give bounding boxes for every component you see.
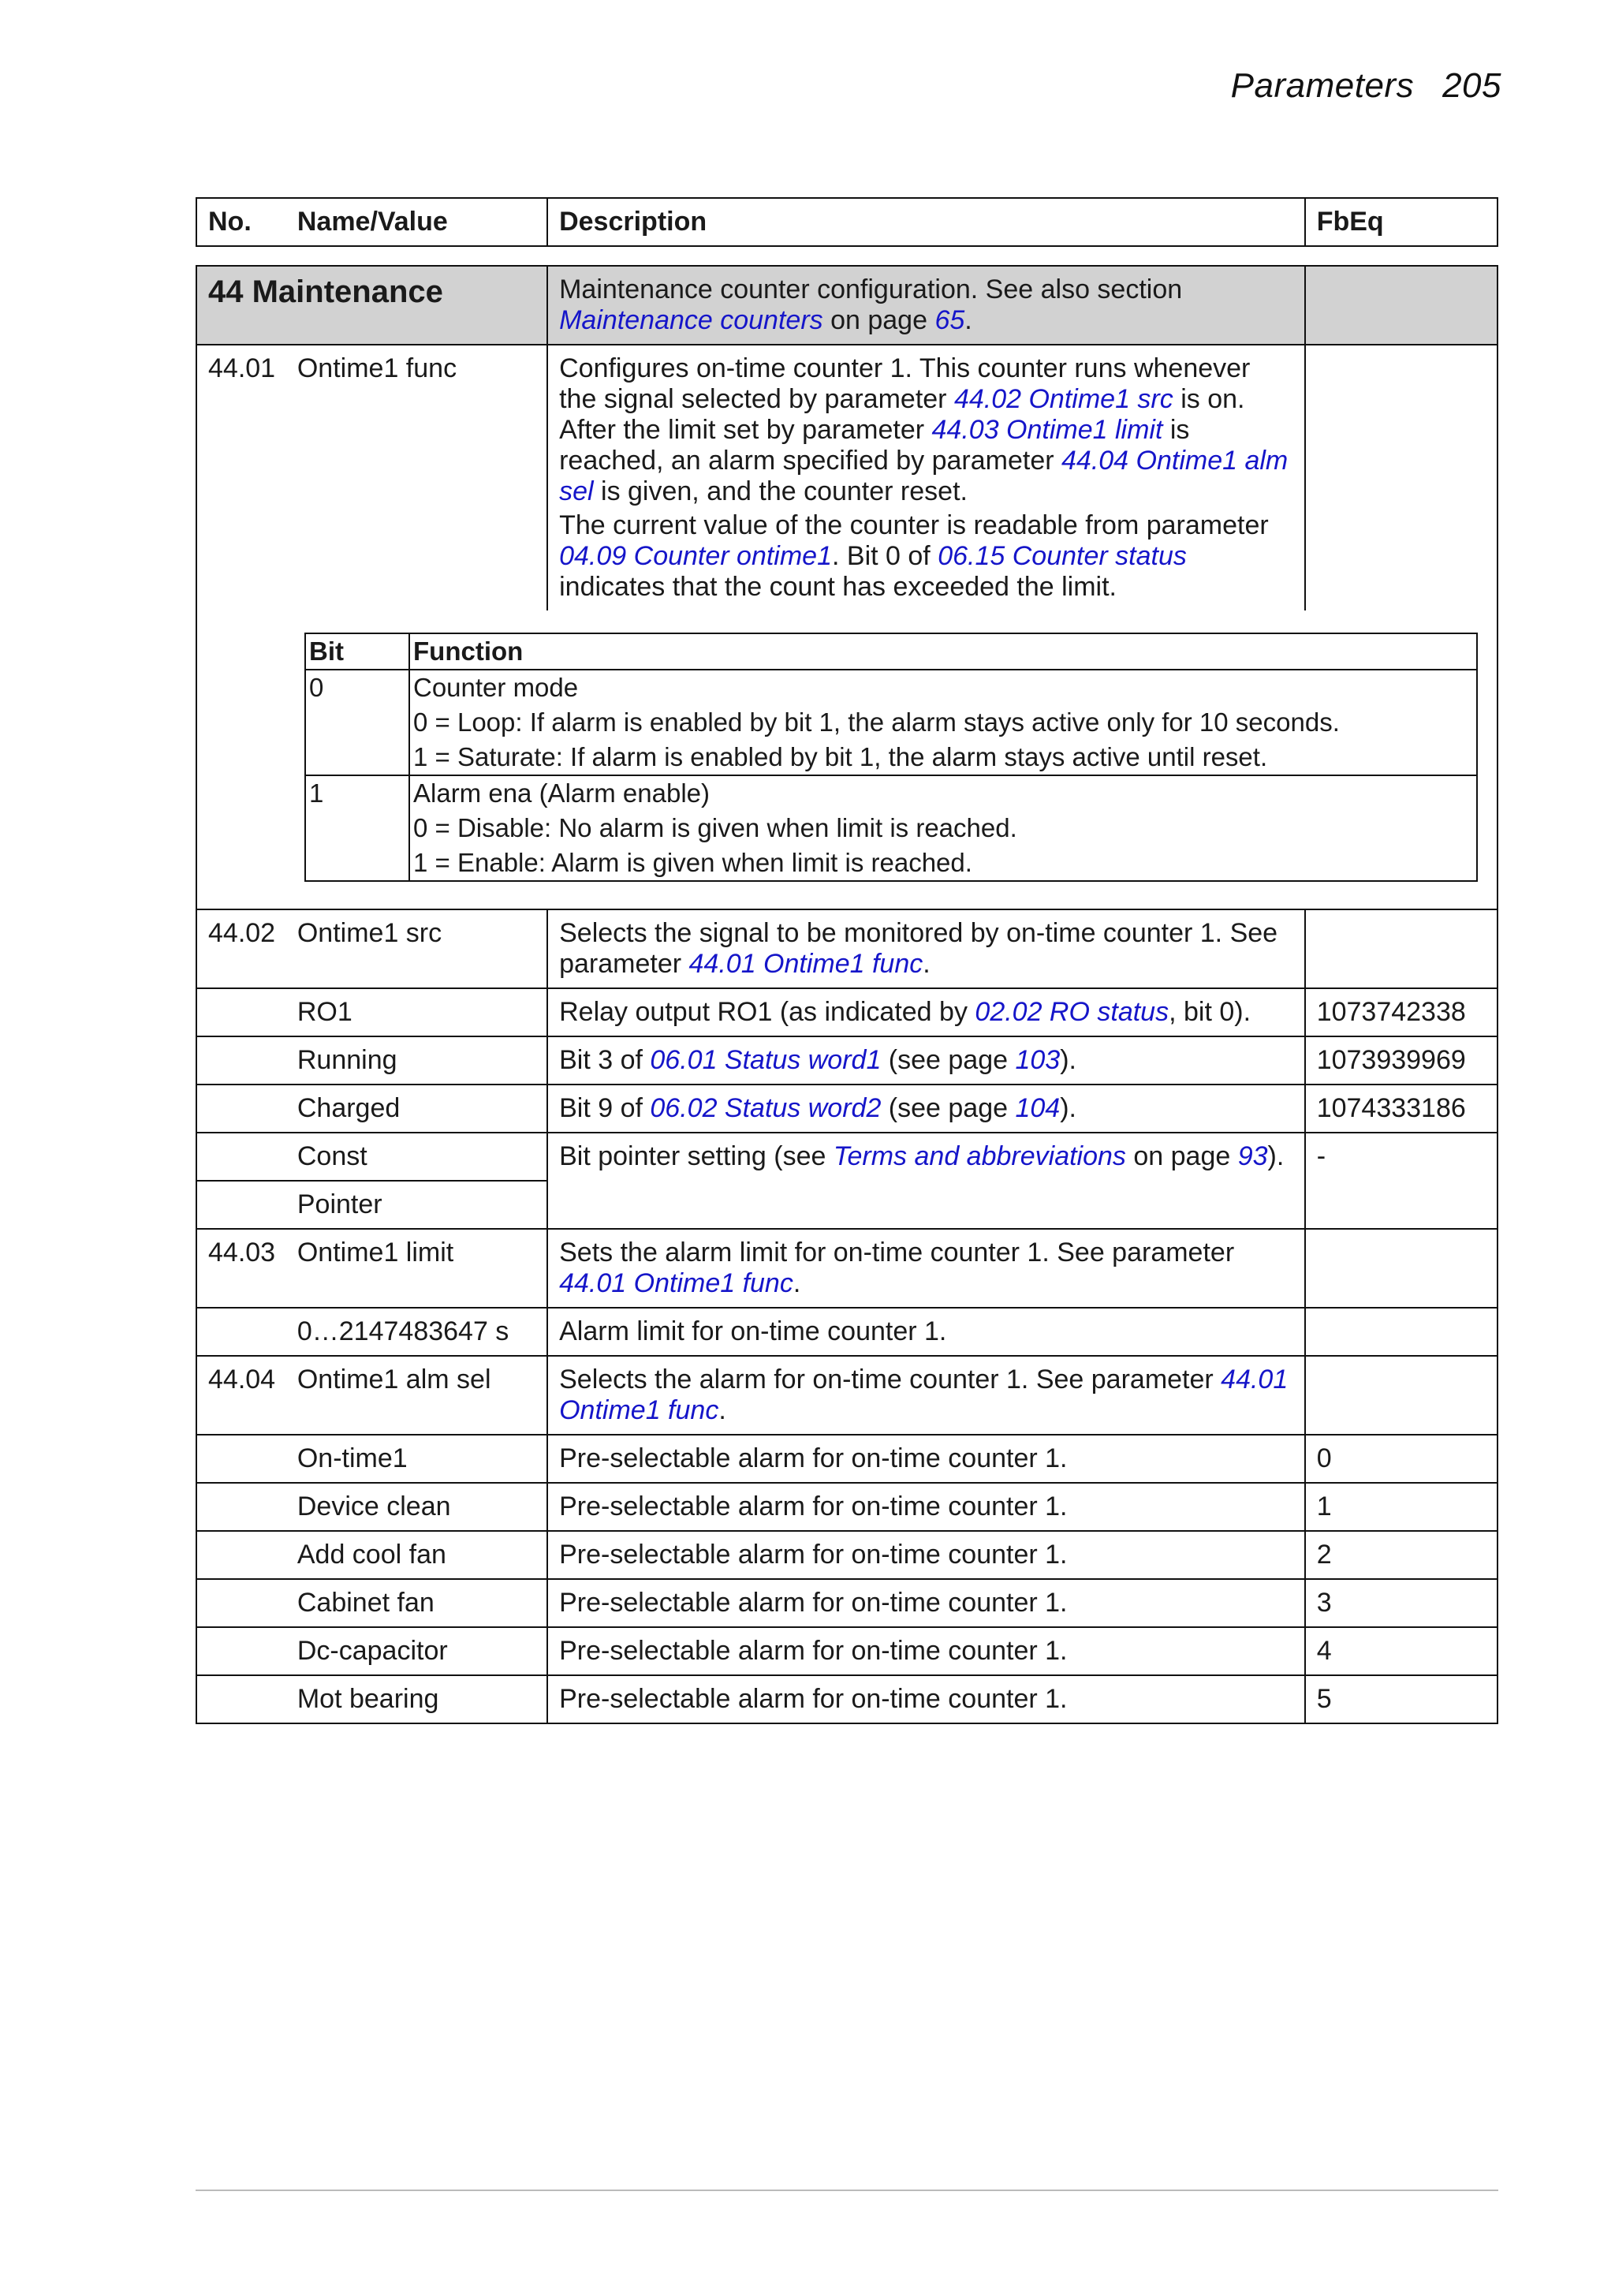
value-name: Cabinet fan — [286, 1579, 547, 1627]
desc-text: Configures on-time counter 1. This counter runs whenever the signal selected by parameter — [559, 353, 1251, 414]
desc-text: . — [718, 1395, 726, 1425]
value-description: Pre-selectable alarm for on-time counter 1. — [547, 1531, 1305, 1579]
desc-text: is on. After the limit set by parameter — [559, 384, 1245, 445]
param-row-4404 — [196, 1356, 1498, 1435]
desc-text: Sets the alarm limit for on-time counter 1. See parameter — [559, 1238, 1235, 1267]
group-description — [547, 266, 1305, 345]
param-no: 44.02 — [196, 909, 286, 988]
value-no — [196, 1627, 286, 1675]
desc-text: (see page — [881, 1093, 1016, 1123]
footer-divider — [196, 2190, 1498, 2191]
value-description: Pre-selectable alarm for on-time counter 1. — [547, 1627, 1305, 1675]
header-section: Parameters — [1230, 66, 1415, 105]
value-row — [196, 1085, 1498, 1133]
bit-row — [305, 775, 1477, 881]
link-44-01[interactable]: 44.01 Ontime1 func — [559, 1268, 793, 1298]
param-row-4401 — [196, 345, 1498, 610]
value-fbeq: 3 — [1305, 1579, 1498, 1627]
link-04-09[interactable]: 04.09 Counter ontime1 — [559, 541, 833, 571]
link-44-01[interactable]: 44.01 Ontime1 func — [559, 1365, 1289, 1425]
param-fbeq — [1305, 909, 1498, 988]
value-description: Pre-selectable alarm for on-time counter 1. — [547, 1579, 1305, 1627]
column-header-table — [196, 197, 1498, 247]
param-name: Ontime1 src — [286, 909, 547, 988]
value-no — [196, 1133, 286, 1181]
value-row — [196, 1036, 1498, 1085]
bit-header: Bit — [305, 633, 409, 670]
desc-text: ). — [1267, 1141, 1285, 1171]
bit-function — [409, 775, 1477, 881]
desc-text: Bit pointer setting (see — [559, 1141, 834, 1171]
value-name: RO1 — [286, 988, 547, 1036]
value-no — [196, 1579, 286, 1627]
value-row — [196, 1308, 1498, 1356]
desc-text: is reached, an alarm specified by parameter — [559, 415, 1190, 476]
running-header — [1231, 66, 1501, 106]
value-name: Device clean — [286, 1483, 547, 1531]
value-fbeq: - — [1305, 1133, 1498, 1229]
value-fbeq: 1 — [1305, 1483, 1498, 1531]
desc-text: ). — [1060, 1045, 1076, 1075]
header-page-number: 205 — [1442, 66, 1501, 105]
desc-text: Selects the alarm for on-time counter 1. See parameter — [559, 1365, 1222, 1394]
bit-table — [304, 633, 1478, 882]
parameter-table — [196, 265, 1498, 1724]
desc-text: The current value of the counter is readable from parameter — [559, 510, 1269, 540]
link-06-02[interactable]: 06.02 Status word2 — [650, 1093, 882, 1123]
value-no — [196, 988, 286, 1036]
value-name: Running — [286, 1036, 547, 1085]
bit-function-line: 1 = Saturate: If alarm is enabled by bit 1, the alarm stays active until reset. — [413, 742, 1268, 771]
bit-function-line: 1 = Enable: Alarm is given when limit is reached. — [413, 848, 972, 877]
value-name: Charged — [286, 1085, 547, 1133]
link-page-65[interactable]: 65 — [934, 305, 965, 335]
param-fbeq — [1305, 1229, 1498, 1308]
function-header: Function — [409, 633, 1477, 670]
value-no — [196, 1036, 286, 1085]
link-page-103[interactable]: 103 — [1015, 1045, 1061, 1075]
param-row-4402 — [196, 909, 1498, 988]
value-row — [196, 1531, 1498, 1579]
bit-function-line: 0 = Disable: No alarm is given when limit is reached. — [413, 813, 1017, 842]
desc-text: . — [923, 949, 931, 979]
group-desc-mid: on page — [822, 305, 935, 335]
param-name: Ontime1 func — [286, 345, 547, 610]
bit-function-line: Counter mode — [413, 673, 579, 702]
bit-number: 0 — [305, 670, 409, 775]
value-no — [196, 1181, 286, 1229]
value-row — [196, 988, 1498, 1036]
desc-text: Bit 3 of — [559, 1045, 651, 1075]
param-description — [547, 1356, 1305, 1435]
col-header-no: No. — [196, 198, 286, 246]
value-fbeq: 0 — [1305, 1435, 1498, 1483]
bit-row — [305, 670, 1477, 775]
value-description: Pre-selectable alarm for on-time counter 1. — [547, 1435, 1305, 1483]
group-fbeq-cell — [1305, 266, 1498, 345]
value-no — [196, 1308, 286, 1356]
value-row — [196, 1675, 1498, 1723]
value-row — [196, 1133, 1498, 1181]
param-description — [547, 909, 1305, 988]
value-fbeq: 4 — [1305, 1627, 1498, 1675]
value-name: On-time1 — [286, 1435, 547, 1483]
value-description: Alarm limit for on-time counter 1. — [547, 1308, 1305, 1356]
desc-text: Selects the signal to be monitored by on-time counter 1. See parameter — [559, 918, 1278, 979]
value-description — [547, 1036, 1305, 1085]
desc-text: . Bit 0 of — [832, 541, 938, 571]
value-description: Pre-selectable alarm for on-time counter 1. — [547, 1675, 1305, 1723]
desc-text: Bit 9 of — [559, 1093, 651, 1123]
link-44-04[interactable]: 44.04 Ontime1 alm sel — [559, 446, 1289, 506]
param-fbeq — [1305, 345, 1498, 610]
value-name: Mot bearing — [286, 1675, 547, 1723]
value-name: Const — [286, 1133, 547, 1181]
group-desc-text: Maintenance counter configuration. See also section — [559, 274, 1183, 304]
group-row — [196, 266, 1498, 345]
value-name: Dc-capacitor — [286, 1627, 547, 1675]
value-description — [547, 1133, 1305, 1229]
value-description: Pre-selectable alarm for on-time counter 1. — [547, 1483, 1305, 1531]
value-no — [196, 1435, 286, 1483]
desc-text: . — [793, 1268, 801, 1298]
param-description — [547, 1229, 1305, 1308]
desc-text: indicates that the count has exceeded the limit. — [559, 572, 1117, 602]
desc-text: , bit 0). — [1169, 997, 1251, 1027]
desc-text: Relay output RO1 (as indicated by — [559, 997, 975, 1027]
value-name: Pointer — [286, 1181, 547, 1229]
link-44-03[interactable]: 44.03 Ontime1 limit — [931, 415, 1163, 445]
param-no: 44.03 — [196, 1229, 286, 1308]
link-44-02[interactable]: 44.02 Ontime1 src — [953, 384, 1173, 414]
group-title-cell — [196, 266, 547, 345]
param-row-4403 — [196, 1229, 1498, 1308]
bit-function-line: 0 = Loop: If alarm is enabled by bit 1, the alarm stays active only for 10 seconds. — [413, 707, 1340, 737]
value-fbeq: 2 — [1305, 1531, 1498, 1579]
link-page-104[interactable]: 104 — [1015, 1093, 1061, 1123]
link-06-15[interactable]: 06.15 Counter status — [938, 541, 1187, 571]
col-header-fbeq: FbEq — [1305, 198, 1498, 246]
col-header-name: Name/Value — [286, 198, 547, 246]
desc-text: ). — [1060, 1093, 1076, 1123]
value-no — [196, 1085, 286, 1133]
bit-number: 1 — [305, 775, 409, 881]
bit-table-row — [196, 610, 1498, 909]
value-description — [547, 1085, 1305, 1133]
link-06-01[interactable]: 06.01 Status word1 — [650, 1045, 882, 1075]
desc-text: on page — [1125, 1141, 1238, 1171]
link-page-93[interactable]: 93 — [1237, 1141, 1268, 1171]
col-header-description: Description — [547, 198, 1305, 246]
group-desc-end: . — [964, 305, 972, 335]
param-name: Ontime1 alm sel — [286, 1356, 547, 1435]
value-no — [196, 1675, 286, 1723]
value-no — [196, 1531, 286, 1579]
param-no: 44.04 — [196, 1356, 286, 1435]
value-row — [196, 1483, 1498, 1531]
value-description — [547, 988, 1305, 1036]
value-fbeq — [1305, 1308, 1498, 1356]
desc-text: (see page — [881, 1045, 1016, 1075]
link-02-02[interactable]: 02.02 RO status — [975, 997, 1169, 1027]
link-terms-and-abbreviations[interactable]: Terms and abbreviations — [833, 1141, 1126, 1171]
value-fbeq: 5 — [1305, 1675, 1498, 1723]
bit-function — [409, 670, 1477, 775]
value-fbeq: 1073939969 — [1305, 1036, 1498, 1085]
value-name: 0…2147483647 s — [286, 1308, 547, 1356]
param-fbeq — [1305, 1356, 1498, 1435]
value-row — [196, 1627, 1498, 1675]
link-maintenance-counters[interactable]: Maintenance counters — [559, 305, 823, 335]
value-row — [196, 1579, 1498, 1627]
link-44-01[interactable]: 44.01 Ontime1 func — [688, 949, 923, 979]
bit-table-cell — [196, 610, 1498, 909]
value-no — [196, 1483, 286, 1531]
param-name: Ontime1 limit — [286, 1229, 547, 1308]
param-no: 44.01 — [196, 345, 286, 610]
value-name: Add cool fan — [286, 1531, 547, 1579]
value-fbeq: 1074333186 — [1305, 1085, 1498, 1133]
value-fbeq: 1073742338 — [1305, 988, 1498, 1036]
bit-function-line: Alarm ena (Alarm enable) — [413, 778, 710, 808]
value-row — [196, 1435, 1498, 1483]
group-title: 44 Maintenance — [208, 274, 443, 309]
param-description — [547, 345, 1305, 610]
desc-text: is given, and the counter reset. — [593, 476, 968, 506]
